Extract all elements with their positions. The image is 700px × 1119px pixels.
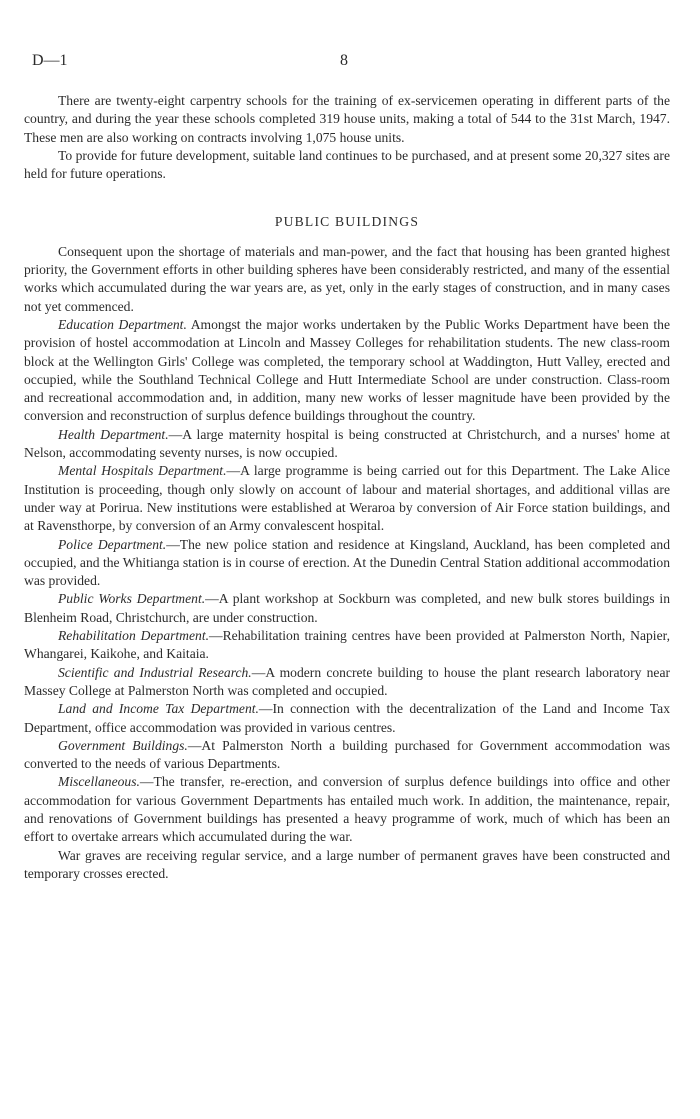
dept-title: Public Works Department. [58, 591, 206, 607]
dept-text: —A large programme is being carried out for this Department. The Lake Alice Institution is proceeding, though only slowly on account of labour and material shortages, and additional villas are under way at Porirua. New institutions were established at Weraroa by conversion of Air Force station buildings, and at Ravensthorpe, by conversion of an Army convalescent hospital. [24, 463, 670, 534]
dept-title: Land and Income Tax Department. [58, 701, 259, 717]
intro-paragraph-1: There are twenty-eight carpentry schools for the training of ex-servicemen operating in different parts of the country, and during the year these schools completed 319 house units, making a total of 544 to the 31st March, 1947. These men are also working on contracts involving 1,075 house units. [24, 93, 670, 145]
dept-title: Health Department. [58, 426, 169, 442]
dept-title: Mental Hospitals Department. [58, 463, 227, 479]
dept-text: Amongst the major works undertaken by the Public Works Department have been the provision of hostel accommodation at Lincoln and Massey Colleges for rehabilitation students. The new class-room block at the Wellington Girls' College was completed, the temporary school at Waddington, Hutt Valley, erected and occupied, while the Southland Technical College and Hutt Intermediate School are under construction. Class-room and recreational accommodation and, in addition, many new works of lesser magnitude have been provided by the conversion and reconstruction of surplus defence buildings throughout the country. [24, 316, 670, 424]
dept-government-buildings-paragraph [24, 737, 670, 774]
dept-title: Government Buildings. [58, 737, 188, 753]
dept-text: —A large maternity hospital is being constructed at Christchurch, and a nurses' home at Nelson, accommodating seventy nurses, is now occupied. [24, 426, 671, 461]
dept-title: Police Department. [58, 536, 167, 552]
intro-paragraph-2: To provide for future development, suitable land continues to be purchased, and at present some 20,327 sites are held for future operations. [24, 147, 670, 182]
dept-rehabilitation-paragraph [24, 627, 670, 664]
section-intro-paragraph: Consequent upon the shortage of materials and man-power, and the fact that housing has been granted highest priority, the Government efforts in other building spheres have been considerably restricted, and many of the essential works which accumulated during the war years are, as yet, only in the early stages of construction, and in many cases not yet commenced. [24, 243, 670, 314]
dept-education-paragraph [24, 316, 670, 426]
dept-text: —The transfer, re-erection, and conversion of surplus defence buildings into office and other accommodation for various Government Departments has entailed much work. In addition, the maintenance, repair, and renovations of Government buildings has presented a heavy programme of work, much of which has been an effort to overtake arrears which accumulated during the war. [24, 774, 670, 845]
dept-text: —In connection with the decentralization of the Land and Income Tax Department, office accommodation was provided in various centres. [24, 701, 670, 735]
document-code: D—1 [32, 52, 68, 69]
dept-miscellaneous-paragraph [24, 773, 670, 846]
dept-text: —Rehabilitation training centres have been provided at Palmerston North, Napier, Whangarei, Kaikohe, and Kaitaia. [24, 628, 670, 662]
page-header [24, 52, 670, 72]
section-heading: PUBLIC BUILDINGS [274, 214, 420, 230]
document-body [24, 92, 670, 883]
closing-paragraph: War graves are receiving regular service, and a large number of permanent graves have been constructed and temporary crosses erected. [24, 847, 670, 881]
dept-mental-hospitals-paragraph [24, 462, 670, 535]
dept-text: —The new police station and residence at Kingsland, Auckland, has been completed and occupied, and the Whitianga station is in course of erection. At the Dunedin Central Station additional accommodation was provided. [24, 536, 670, 589]
dept-text: —At Palmerston North a building purchased for Government accommodation was converted to the needs of various Departments. [24, 737, 670, 772]
dept-text: —A plant workshop at Sockburn was completed, and new bulk stores buildings in Blenheim Road, Christchurch, are under construction. [24, 591, 670, 625]
dept-scientific-paragraph [24, 664, 670, 701]
dept-text: —A modern concrete building to house the plant research laboratory near Massey College at Palmerston North was completed and occupied. [24, 664, 670, 698]
dept-public-works-paragraph [24, 590, 670, 627]
dept-land-income-tax-paragraph [24, 700, 670, 737]
page-number: 8 [340, 52, 348, 69]
dept-title: Miscellaneous. [58, 774, 140, 790]
dept-title: Scientific and Industrial Research. [58, 664, 252, 680]
dept-health-paragraph [24, 426, 670, 463]
dept-title: Rehabilitation Department. [58, 628, 210, 644]
dept-title: Education Department. [58, 316, 187, 332]
dept-police-paragraph [24, 536, 670, 591]
